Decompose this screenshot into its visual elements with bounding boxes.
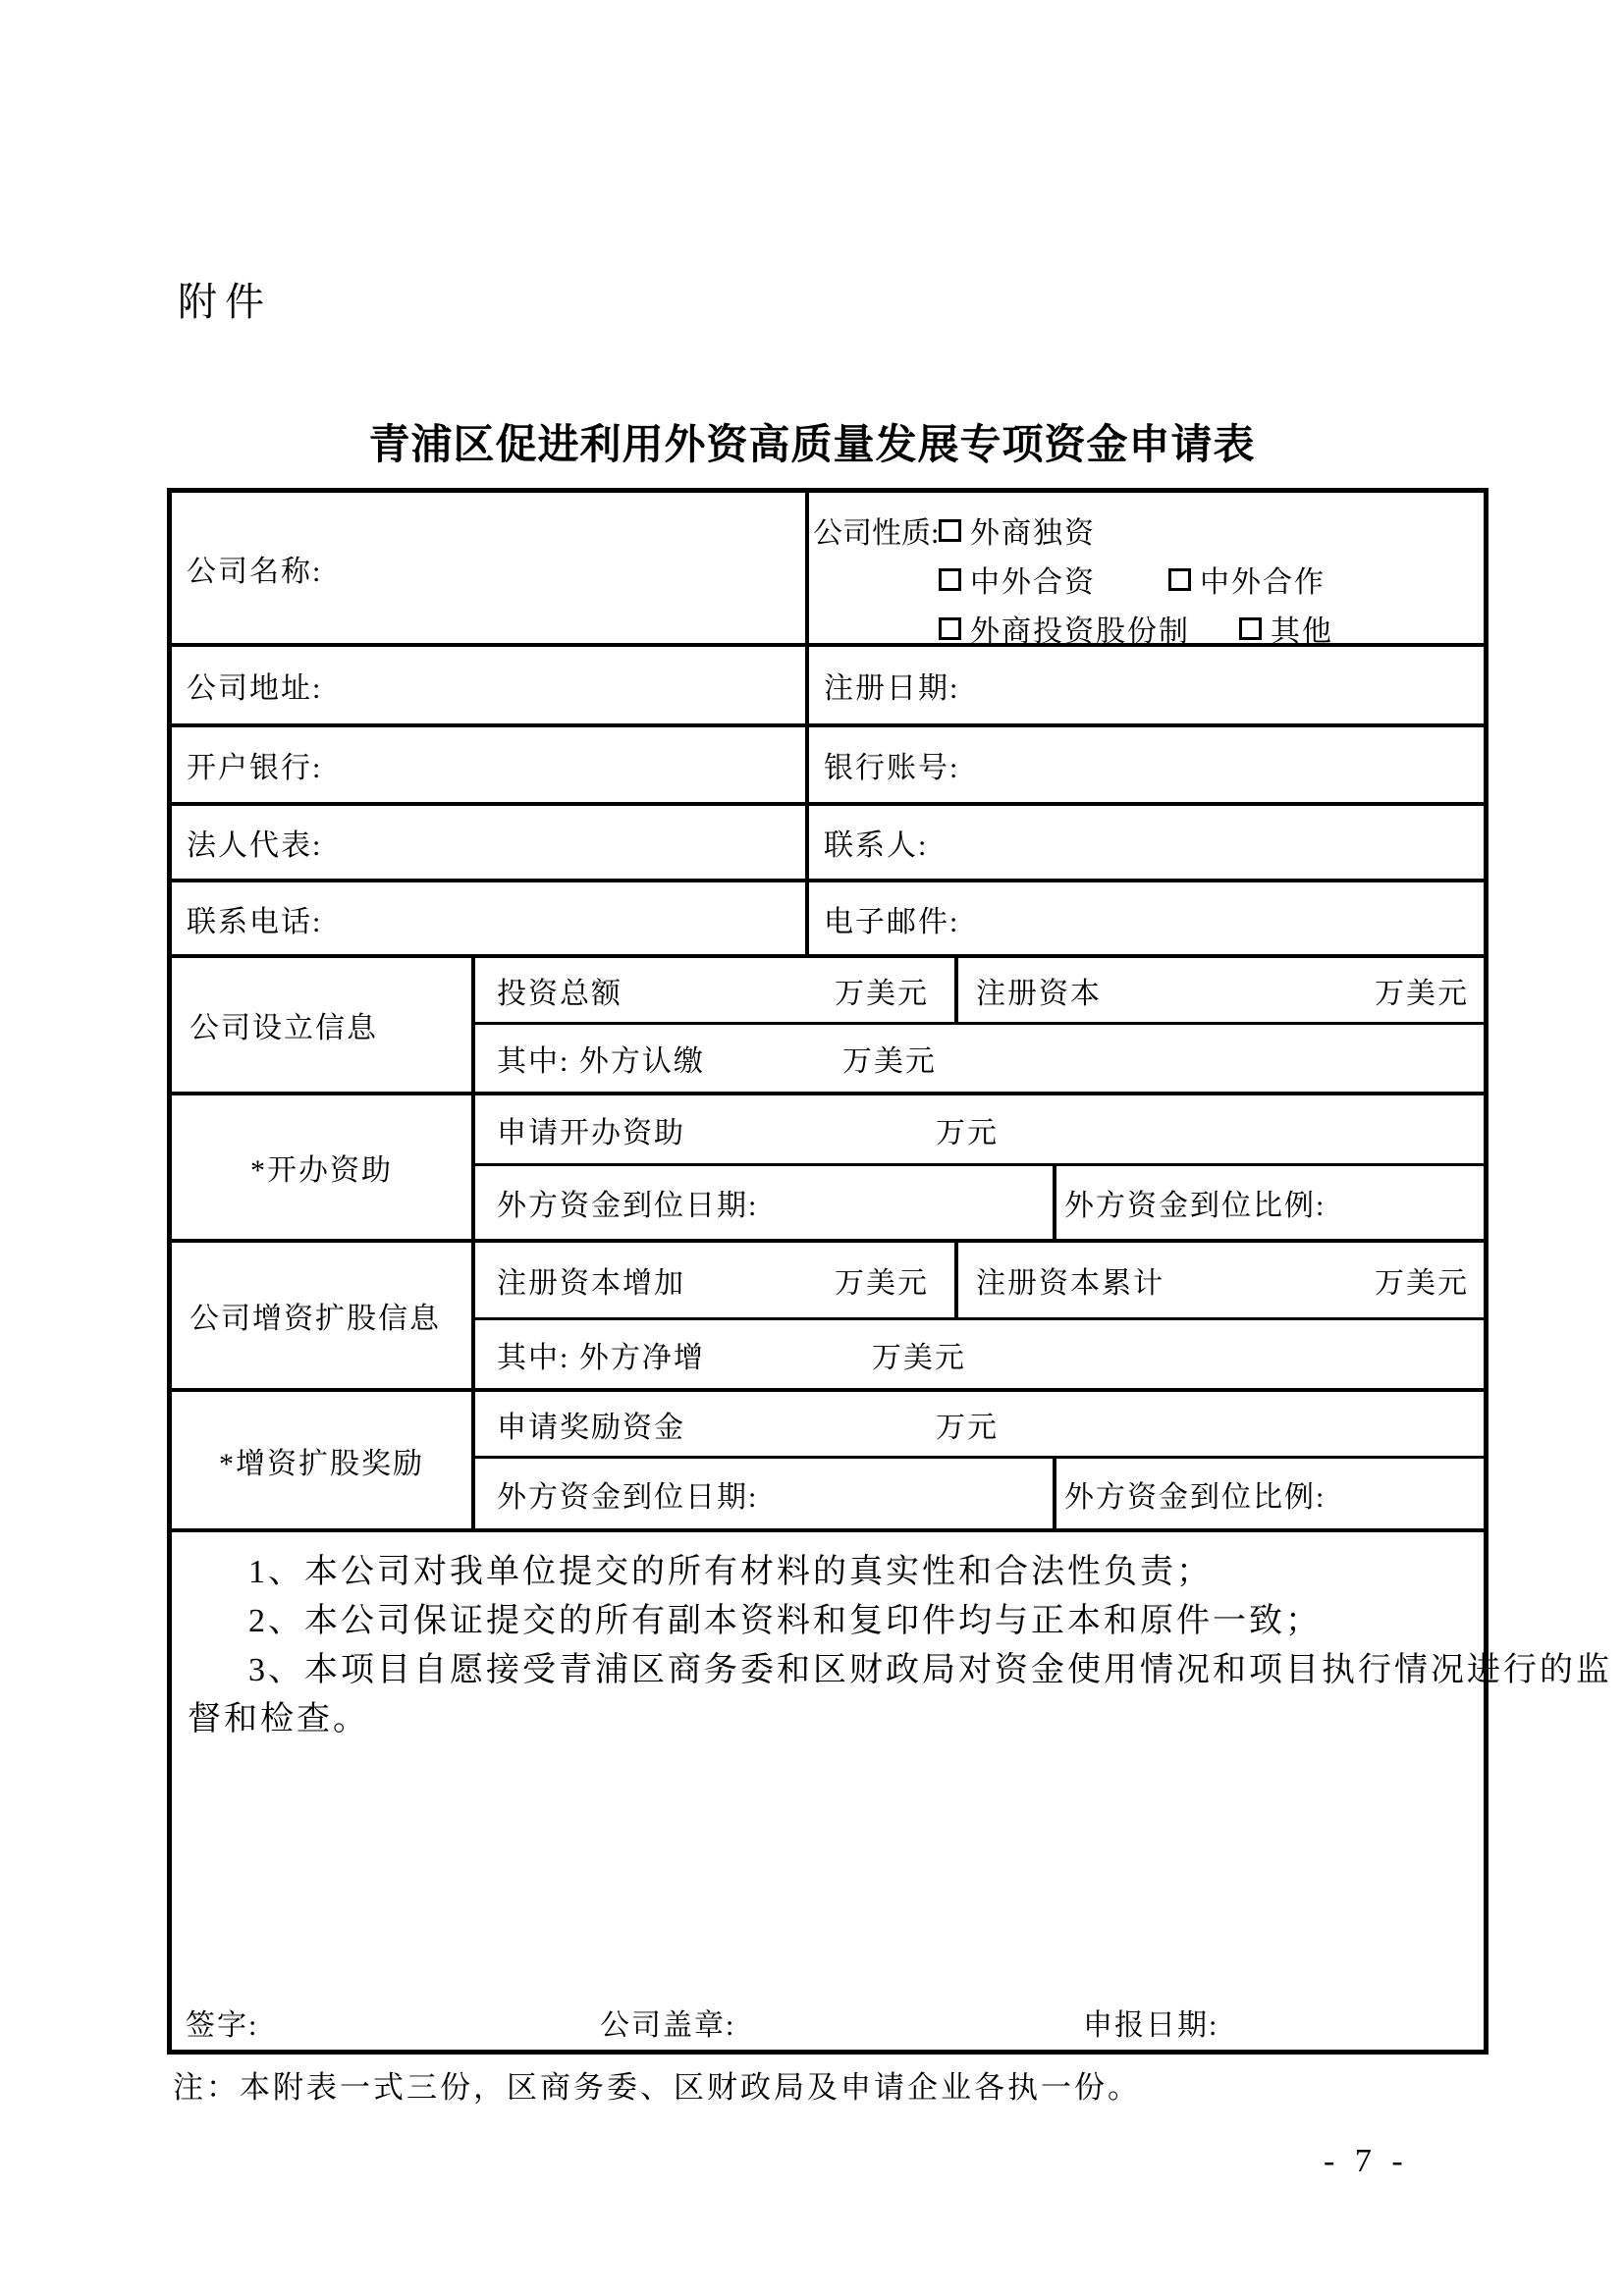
capital-cumulative-unit: 万美元 [1375,1267,1469,1300]
foreign-net-increase-cell [475,1320,1484,1388]
startup-subsidy-apply-unit: 万元 [936,1116,999,1149]
bank-cell [172,727,805,802]
checkbox-wholly-foreign[interactable] [939,519,961,542]
email-cell [805,882,1484,954]
company-address-label: 公司地址: [187,672,323,705]
option-cooperative-jv [1168,558,1326,601]
email-input[interactable] [959,893,1484,943]
capital-increase-section-label: 公司增资扩股信息 [189,1303,441,1335]
checkbox-other[interactable] [1239,617,1262,640]
bank-account-cell [805,727,1484,802]
option-equity-jv-label: 中外合资 [970,566,1096,599]
signature-area[interactable] [258,2010,425,2044]
reward-fund-date-input[interactable] [758,1469,1053,1519]
row-address [172,643,1484,723]
total-investment-label: 投资总额 [497,977,623,1010]
section-capital-increase [172,1239,1484,1388]
increase-reward-section-label: *增资扩股奖励 [219,1447,424,1480]
reward-fund-ratio-input[interactable] [1326,1469,1484,1519]
company-name-cell [172,493,805,643]
declaration-line-3: 3、本项目自愿接受青浦区商务委和区财政局对资金使用情况和项目执行情况进行的监 [248,1652,1612,1688]
declaration-line-1: 1、本公司对我单位提交的所有材料的真实性和合法性负责； [248,1554,1213,1590]
registered-capital-cell [954,958,1484,1022]
form-title: 青浦区促进利用外资高质量发展专项资金申请表 [368,423,1256,468]
contact-person-label: 联系人: [824,829,929,862]
reward-apply-label: 申请奖励资金 [497,1411,685,1444]
company-name-input[interactable] [322,515,805,620]
reward-fund-date-cell [475,1459,1053,1528]
capital-increase-unit: 万美元 [835,1267,929,1300]
registered-capital-input[interactable] [1102,968,1375,1013]
reward-fund-ratio-label: 外方资金到位比例: [1064,1480,1326,1514]
company-seal-label: 公司盖章: [600,2009,736,2042]
email-label: 电子邮件: [824,905,960,938]
contact-person-input[interactable] [928,817,1484,868]
registered-capital-label: 注册资本 [976,977,1102,1010]
capital-increase-cell [475,1243,954,1317]
startup-fund-date-cell [475,1166,1053,1239]
option-wholly-foreign-label: 外商独资 [970,517,1096,550]
contact-person-cell [805,806,1484,879]
startup-fund-date-input[interactable] [758,1177,1053,1228]
capital-increase-input[interactable] [685,1254,835,1306]
startup-fund-date-label: 外方资金到位日期: [497,1190,759,1222]
capital-cumulative-label: 注册资本累计 [976,1267,1164,1300]
reward-apply-cell [475,1392,1484,1456]
capital-increase-section-label-cell [172,1243,471,1388]
checkbox-cooperative-jv[interactable] [1168,568,1191,591]
capital-cumulative-cell [954,1243,1484,1317]
startup-subsidy-apply-cell [475,1095,1484,1163]
checkbox-foreign-shareholding[interactable] [939,617,961,640]
foreign-subscribed-unit: 万美元 [841,1045,937,1078]
legal-rep-cell [172,806,805,879]
foreign-subscribed-label: 其中: 外方认缴 [497,1045,705,1078]
section-declarations [172,1528,1612,2050]
option-wholly-foreign [939,508,1096,552]
declare-date-area[interactable] [1218,2010,1385,2044]
startup-subsidy-apply-label: 申请开办资助 [497,1116,685,1149]
total-investment-unit: 万美元 [835,977,929,1010]
startup-fund-ratio-label: 外方资金到位比例: [1064,1190,1326,1222]
row-legal-rep [172,802,1484,879]
foreign-subscribed-input[interactable] [705,1039,842,1079]
bank-account-input[interactable] [959,738,1484,790]
foreign-net-increase-input[interactable] [705,1334,872,1374]
total-investment-input[interactable] [623,968,835,1013]
registration-date-label: 注册日期: [824,672,960,705]
establishment-section-label-cell [172,958,471,1092]
bank-account-label: 银行账号: [824,752,960,784]
phone-cell [172,882,805,954]
foreign-subscribed-cell [475,1025,1484,1092]
section-increase-reward [172,1388,1484,1528]
company-seal-area[interactable] [735,2010,902,2044]
startup-fund-ratio-input[interactable] [1326,1177,1484,1228]
declarations-cell [172,1532,1618,2050]
increase-reward-section-label-cell [172,1392,471,1528]
option-cooperative-jv-label: 中外合作 [1200,566,1326,599]
declarations-text [172,1532,1618,1744]
option-equity-jv [939,558,1096,601]
phone-label: 联系电话: [187,905,323,938]
row-bank [172,723,1484,802]
row-phone [172,879,1484,954]
registration-date-cell [805,647,1484,723]
signature-item [186,2001,425,2044]
option-other-label: 其他 [1271,615,1333,648]
footnote: 注：本附表一式三份，区商务委、区财政局及申请企业各执一份。 [173,2070,1141,2105]
registered-capital-unit: 万美元 [1375,977,1469,1010]
startup-subsidy-section-label-cell [172,1095,471,1239]
declaration-line-4: 督和检查。 [188,1701,369,1737]
option-foreign-shareholding-label: 外商投资股份制 [970,615,1190,648]
row-company-name [172,493,1484,648]
nature-line-2 [939,555,1484,604]
attachment-label: 附件 [178,281,272,324]
reward-fund-ratio-cell [1053,1459,1484,1528]
startup-subsidy-section-label: *开办资助 [250,1154,393,1187]
company-address-cell [172,647,805,723]
page-number: - 7 - [1324,2143,1409,2179]
nature-line-1 [813,506,1484,555]
legal-rep-input[interactable] [322,817,805,868]
total-investment-cell [475,958,954,1022]
reward-apply-input[interactable] [685,1405,936,1443]
startup-fund-ratio-cell [1053,1166,1484,1239]
capital-cumulative-input[interactable] [1164,1254,1375,1306]
company-nature-label: 公司性质: [813,517,940,550]
declare-date-label: 申报日期: [1083,2009,1219,2042]
checkbox-equity-jv[interactable] [939,568,961,591]
legal-rep-label: 法人代表: [187,829,323,862]
company-seal-item [600,2001,902,2044]
company-address-input[interactable] [322,659,805,713]
section-establishment [172,954,1484,1092]
declare-date-item [1083,2001,1385,2044]
phone-input[interactable] [322,893,805,943]
declaration-line-2: 2、本公司保证提交的所有副本资料和复印件均与正本和原件一致； [248,1603,1322,1639]
reward-fund-date-label: 外方资金到位日期: [497,1480,759,1514]
company-name-label: 公司名称: [187,555,323,588]
signature-label: 签字: [186,2009,259,2042]
foreign-net-increase-unit: 万美元 [871,1341,966,1374]
bank-label: 开户银行: [187,752,323,784]
registration-date-input[interactable] [959,659,1484,713]
bank-input[interactable] [322,738,805,790]
section-startup-subsidy [172,1092,1484,1239]
establishment-section-label: 公司设立信息 [189,1012,378,1044]
reward-apply-unit: 万元 [936,1411,999,1444]
capital-increase-label: 注册资本增加 [497,1267,685,1300]
startup-subsidy-apply-input[interactable] [685,1109,936,1149]
foreign-net-increase-label: 其中: 外方净增 [497,1341,705,1374]
company-nature-cell [805,493,1484,648]
application-table [167,488,1612,2055]
signature-row [172,2001,1618,2044]
